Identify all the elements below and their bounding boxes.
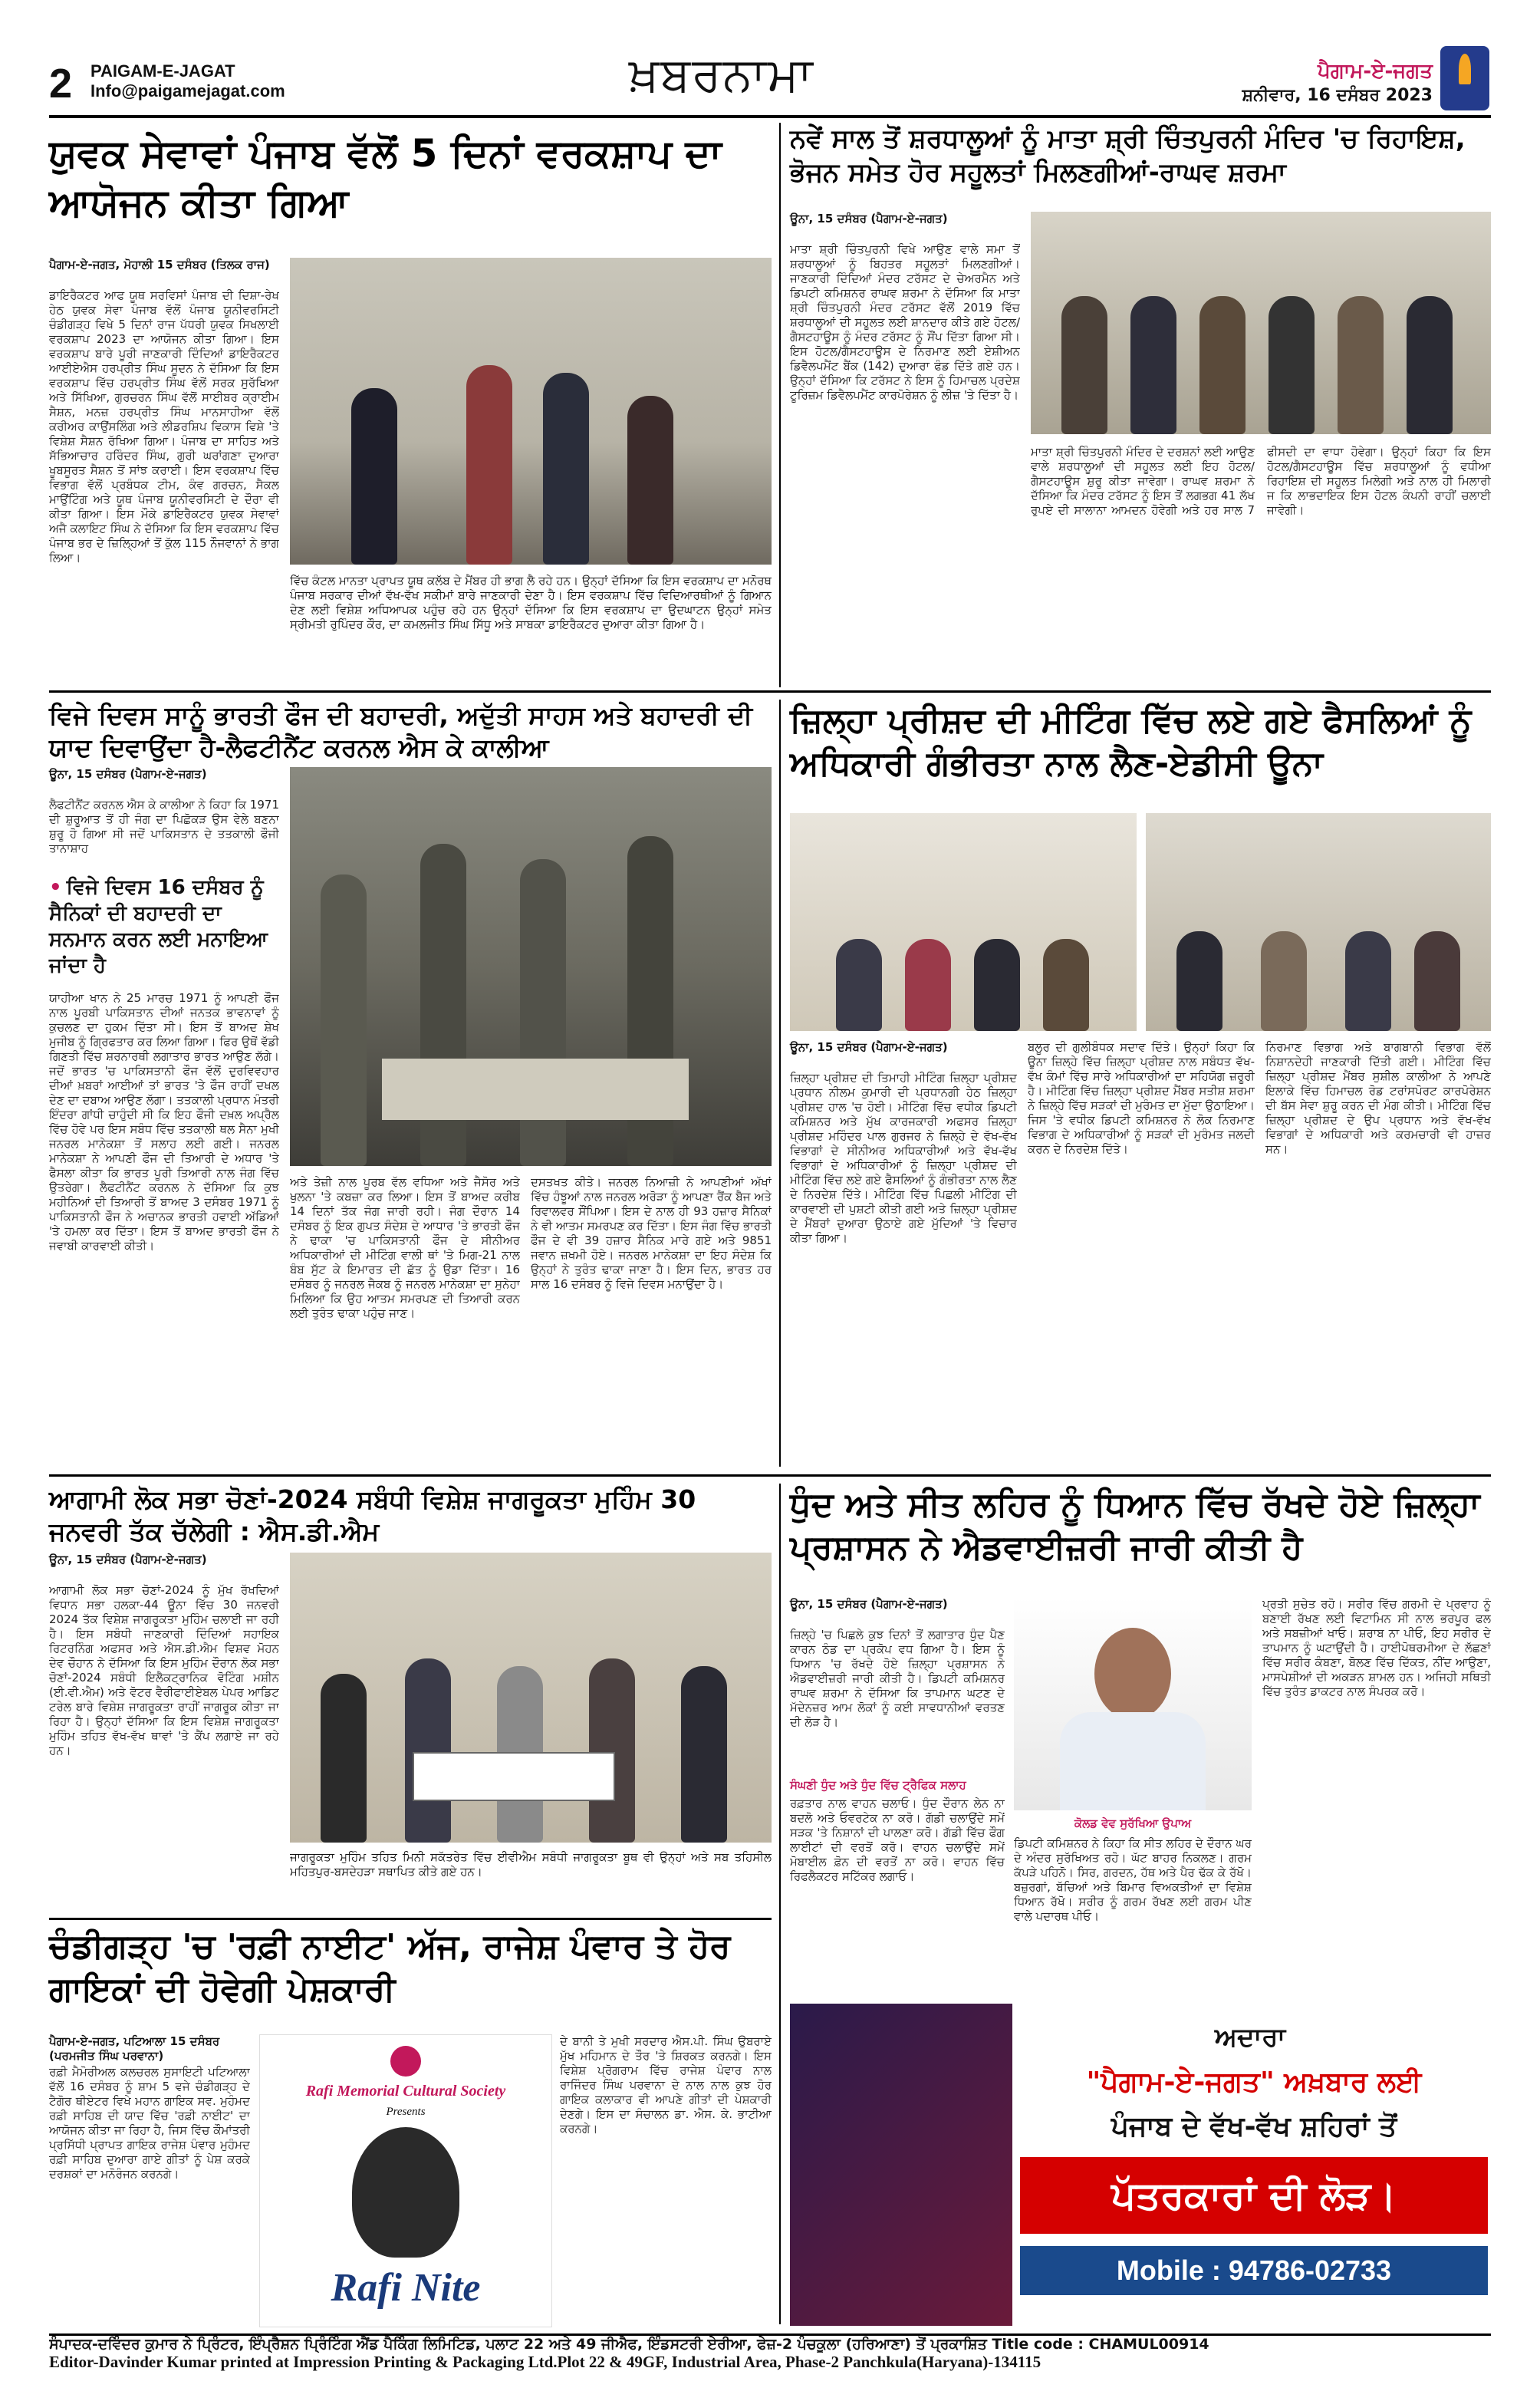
imprint-footer — [49, 2333, 1491, 2385]
chintpurni-body-continued: ਮਾਤਾ ਸ਼੍ਰੀ ਚਿੰਤਪੁਰਨੀ ਮੰਦਿਰ ਦੇ ਦਰਸ਼ਨਾਂ ਲਈ ਆਉਣ ਵਾਲੇ ਸ਼ਰਧਾਲੂਆਂ ਦੀ ਸਹੂਲਤ ਲਈ ਇਹ ਹੋਟਲ/ਗੈਸਟਹਾਊਸ ਸ਼ੁਰੂ ਕੀਤਾ ਜਾਵੇਗਾ। ਰਾਘਵ ਸ਼ਰਮਾ ਨੇ ਦੱਸਿਆ ਕਿ ਮੰਦਰ ਟਰੱਸਟ ਨੂੰ ਇਸ ਤੋਂ ਲਗਭਗ 41 ਲੱਖ ਰੁਪਏ ਦੀ ਸਾਲਾਨਾ ਆਮਦਨ ਹੋਵੇਗੀ ਅਤੇ ਹਰ ਸਾਲ 7 ਫੀਸਦੀ ਦਾ ਵਾਧਾ ਹੋਵੇਗਾ। ਉਨ੍ਹਾਂ ਕਿਹਾ ਕਿ ਇਸ ਹੋਟਲ/ਗੈਸਟਹਾਊਸ ਵਿੱਚ ਸ਼ਰਧਾਲੂਆਂ ਨੂੰ ਵਧੀਆ ਰਿਹਾਇਸ਼ ਦੀ ਸਹੂਲਤ ਮਿਲੇਗੀ ਅਤੇ ਨਾਲ ਹੀ ਮਿਲਾਰੀ ਜ ਕਿ ਲਾਭਦਾਇਕ ਇਸ ਹੋਟਲ ਕੰਪਨੀ ਰਾਹੀਂ ਚਲਾਈ ਜਾਵੇਗੀ। — [1031, 445, 1491, 517]
brand-email[interactable]: Info@paigamejagat.com — [90, 81, 285, 100]
ad-line3: ਪੱਤਰਕਾਰਾਂ ਦੀ ਲੋੜ। — [1020, 2157, 1488, 2234]
fog-body-traffic: ਰਫ਼ਤਾਰ ਨਾਲ ਵਾਹਨ ਚਲਾਓ। ਧੁੰਦ ਦੌਰਾਨ ਲੇਨ ਨਾ ਬਦਲੋ ਅਤੇ ਓਵਰਟੇਕ ਨਾ ਕਰੋ। ਗੱਡੀ ਚਲਾਉਂਦੇ ਸਮੇਂ ਸੜਕ 'ਤੇ ਨਿਸ਼ਾਨਾਂ ਦੀ ਪਾਲਣਾ ਕਰੋ। ਗੱਡੀ ਵਿੱਚ ਫੌਗ ਲਾਈਟਾਂ ਦੀ ਵਰਤੋਂ ਕਰੋ। ਵਾਹਨ ਚਲਾਉਂਦੇ ਸਮੇਂ ਮੋਬਾਈਲ ਫ਼ੋਨ ਦੀ ਵਰਤੋਂ ਨਾ ਕਰੋ। ਵਾਹਨ ਵਿੱਚ ਰਿਫਲੈਕਟਰ ਸਟਿੱਕਰ ਲਗਾਓ। — [790, 1797, 1005, 1883]
zila-parishad-col1: ਜ਼ਿਲ੍ਹਾ ਪ੍ਰੀਸ਼ਦ ਦੀ ਤਿਮਾਹੀ ਮੀਟਿੰਗ ਜ਼ਿਲ੍ਹਾ ਪ੍ਰੀਸ਼ਦ ਪ੍ਰਧਾਨ ਨੀਲਮ ਕੁਮਾਰੀ ਦੀ ਪ੍ਰਧਾਨਗੀ ਹੇਠ ਜ਼ਿਲ੍ਹਾ ਪ੍ਰੀਸ਼ਦ ਹਾਲ 'ਚ ਹੋਈ। ਮੀਟਿੰਗ ਵਿੱਚ ਵਧੀਕ ਡਿਪਟੀ ਕਮਿਸ਼ਨਰ ਅਤੇ ਮੁੱਖ ਕਾਰਜਕਾਰੀ ਅਫਸਰ ਜ਼ਿਲ੍ਹਾ ਪ੍ਰੀਸ਼ਦ ਮਹਿੰਦਰ ਪਾਲ ਗੁਰਜਰ ਨੇ ਜ਼ਿਲ੍ਹੇ ਦੇ ਵੱਖ-ਵੱਖ ਵਿਭਾਗਾਂ ਦੇ ਸੀਨੀਅਰ ਅਧਿਕਾਰੀਆਂ ਅਤੇ ਵੱਖ-ਵੱਖ ਵਿਭਾਗਾਂ ਦੇ ਅਧਿਕਾਰੀਆਂ ਨੂੰ ਜ਼ਿਲ੍ਹਾ ਪ੍ਰੀਸ਼ਦ ਦੀ ਮੀਟਿੰਗ ਵਿੱਚ ਲਏ ਗਏ ਫੈਸਲਿਆਂ ਨੂੰ ਗੰਭੀਰਤਾ ਨਾਲ ਲੈਣ ਦੇ ਨਿਰਦੇਸ਼ ਦਿੱਤੇ। ਮੀਟਿੰਗ ਵਿੱਚ ਪਿਛਲੀ ਮੀਟਿੰਗ ਦੀ ਕਾਰਵਾਈ ਦੀ ਪੁਸ਼ਟੀ ਕੀਤੀ ਗਈ ਅਤੇ ਜ਼ਿਲ੍ਹਾ ਪ੍ਰੀਸ਼ਦ ਦੇ ਮੈਂਬਰਾਂ ਦੁਆਰਾ ਉਠਾਏ ਗਏ ਮੁੱਦਿਆਂ 'ਤੇ ਵਿਚਾਰ ਕੀਤਾ ਗਿਆ। — [790, 1071, 1017, 1245]
section-divider — [49, 690, 1491, 693]
workshop-photo — [290, 258, 772, 565]
vijay-diwas-lead: ਲੈਫਟੀਨੈਂਟ ਕਰਨਲ ਐਸ ਕੇ ਕਾਲੀਆ ਨੇ ਕਿਹਾ ਕਿ 1971 ਦੀ ਸ਼ੁਰੂਆਤ ਤੋਂ ਹੀ ਜੰਗ ਦਾ ਪਿਛੋਕੜ ਉਸ ਵੇਲੇ ਬਣਨਾ ਸ਼ੁਰੂ ਹੋ ਗਿਆ ਸੀ ਜਦੋਂ ਪਾਕਿਸਤਾਨ ਦੇ ਤਤਕਾਲੀ ਫੌਜੀ ਤਾਨਾਸ਼ਾਹ — [49, 798, 279, 855]
column-divider — [779, 123, 781, 687]
brand-name: PAIGAM-E-JAGAT — [90, 61, 235, 81]
page-number: 2 — [49, 61, 73, 107]
vijay-diwas-col3: ਦਸਤਖਤ ਕੀਤੇ। ਜਨਰਲ ਨਿਆਜ਼ੀ ਨੇ ਆਪਣੀਆਂ ਅੱਖਾਂ ਵਿੱਚ ਹੰਝੂਆਂ ਨਾਲ ਜਨਰਲ ਅਰੋੜਾ ਨੂੰ ਆਪਣਾ ਰੈਂਕ ਬੈਜ ਅਤੇ ਰਿਵਾਲਵਰ ਸੌਂਪਿਆ। ਇਸ ਦੇ ਨਾਲ ਹੀ 93 ਹਜ਼ਾਰ ਸੈਨਿਕਾਂ ਨੇ ਵੀ ਆਤਮ ਸਮਰਪਣ ਕਰ ਦਿੱਤਾ। ਇਸ ਜੰਗ ਵਿੱਚ ਭਾਰਤੀ ਫੌਜ ਦੇ ਵੀ 39 ਹਜ਼ਾਰ ਸੈਨਿਕ ਮਾਰੇ ਗਏ ਅਤੇ 9851 ਜਵਾਨ ਜ਼ਖਮੀ ਹੋਏ। ਜਨਰਲ ਮਾਨੇਕਸ਼ਾ ਦਾ ਇਹ ਸੰਦੇਸ਼ ਕਿ ਉਨ੍ਹਾਂ ਨੇ ਤੁਰੰਤ ਢਾਕਾ ਜਾਣਾ ਹੈ। ਇਸ ਦਿਨ, ਭਾਰਤ ਹਰ ਸਾਲ 16 ਦਸੰਬਰ ਨੂੰ ਵਿਜੇ ਦਿਵਸ ਮਨਾਉਂਦਾ ਹੈ। — [531, 1175, 772, 1291]
microphone-photo — [790, 2004, 1012, 2326]
ad-mobile[interactable]: Mobile : 94786-02733 — [1020, 2246, 1488, 2295]
ad-line2: ਪੰਜਾਬ ਦੇ ਵੱਖ-ਵੱਖ ਸ਼ਹਿਰਾਂ ਤੋਂ — [1111, 2111, 1397, 2142]
chintpurni-photo — [1031, 212, 1491, 434]
vijay-diwas-dateline: ਊਨਾ, 15 ਦਸੰਬਰ (ਪੈਗਾਮ-ਏ-ਜਗਤ) — [49, 767, 207, 781]
recruitment-ad — [790, 2004, 1491, 2326]
workshop-body: ਡਾਇਰੈਕਟਰ ਆਫ ਯੂਥ ਸਰਵਿਸਾਂ ਪੰਜਾਬ ਦੀ ਦਿਸ਼ਾ-ਰੇਖ ਹੇਠ ਯੁਵਕ ਸੇਵਾ ਪੰਜਾਬ ਵੱਲੋਂ ਪੰਜਾਬ ਯੂਨੀਵਰਸਿਟੀ ਚੰਡੀਗੜ੍ਹ ਵਿਖੇ 5 ਦਿਨਾਂ ਰਾਜ ਪੱਧਰੀ ਯੁਵਕ ਸਿਖਲਾਈ ਵਰਕਸ਼ਾਪ 2023 ਦਾ ਆਯੋਜਨ ਕੀਤਾ ਗਿਆ। ਇਸ ਵਰਕਸ਼ਾਪ ਬਾਰੇ ਪੂਰੀ ਜਾਣਕਾਰੀ ਦਿੰਦਿਆਂ ਡਾਇਰੈਕਟਰ ਆਈਏਐਸ ਹਰਪ੍ਰੀਤ ਸਿੰਘ ਸੂਦਨ ਨੇ ਦੱਸਿਆ ਕਿ ਇਸ ਵਰਕਸ਼ਾਪ ਵਿੱਚ ਹਰਪ੍ਰੀਤ ਸਿੰਘ ਵੱਲੋਂ ਸਰਕ ਸੁਰੱਖਿਆ ਅਤੇ ਸਿੱਖਿਆ, ਗੁਰਚਰਨ ਸਿੰਘ ਵੱਲੋਂ ਸਾਈਬਰ ਕ੍ਰਾਈਮ ਸੈਸ਼ਨ, ਮਨਜ਼ ਹਰਪ੍ਰੀਤ ਸਿੰਘ ਮਾਨਸਾਹੀਆ ਵੱਲੋਂ ਕਰੀਅਰ ਕਾਉਂਸਲਿੰਗ ਅਤੇ ਲੀਡਰਸ਼ਿਪ ਵਿਕਾਸ ਵਿਸ਼ੇ 'ਤੇ ਵਿਸ਼ੇਸ਼ ਸੈਸ਼ਨ ਰੱਖਿਆ ਗਿਆ। ਪੰਜਾਬ ਦਾ ਸਾਹਿਤ ਅਤੇ ਸੱਭਿਆਚਾਰ ਹਰਿੰਦਰ ਸਿੰਘ, ਗੁਰੀ ਘਰਾਂਗਣਾ ਦੁਆਰਾ ਖੂਬਸੂਰਤ ਸੈਸ਼ਨ ਤੋਂ ਸਾਂਝ ਕਰਾਈ। ਇਸ ਵਰਕਸ਼ਾਪ ਵਿੱਚ ਵਿਭਾਗ ਵੱਲੋਂ ਪ੍ਰਬੰਧਕ ਟੀਮ, ਕੰਵ ਗਰਚਨ, ਸੈਕਲ ਮਾਉਂਟਿੰਗ ਅਤੇ ਯੂਥ ਪੰਜਾਬ ਯੂਨੀਵਰਸਿਟੀ ਦੇ ਦੌਰਾ ਵੀ ਕੀਤਾ ਗਿਆ। ਇਸ ਮੌਕੇ ਡਾਇਰੈਕਟਰ ਯੁਵਕ ਸੇਵਾਵਾਂ ਅਜੈ ਕਲਾਇਟ ਸਿੰਘ ਨੇ ਦੱਸਿਆ ਕਿ ਇਸ ਵਰਕਸ਼ਾਪ ਵਿੱਚ ਪੰਜਾਬ ਭਰ ਦੇ ਜ਼ਿਲ੍ਹਿਆਂ ਤੋਂ ਕੁੱਲ 115 ਨੌਜਵਾਨਾਂ ਨੇ ਭਾਗ ਲਿਆ। — [49, 288, 279, 565]
fog-headline: ਧੁੰਦ ਅਤੇ ਸੀਤ ਲਹਿਰ ਨੂੰ ਧਿਆਨ ਵਿੱਚ ਰੱਖਦੇ ਹੋਏ ਜ਼ਿਲ੍ਹਾ ਪ੍ਰਸ਼ਾਸਨ ਨੇ ਐਡਵਾਈਜ਼ਰੀ ਜਾਰੀ ਕੀਤੀ ਹੈ — [790, 1485, 1480, 1568]
vijay-diwas-pullquote: • ਵਿਜੇ ਦਿਵਸ 16 ਦਸੰਬਰ ਨੂੰ ਸੈਨਿਕਾਂ ਦੀ ਬਹਾਦਰੀ ਦਾ ਸਨਮਾਨ ਕਰਨ ਲਈ ਮਨਾਇਆ ਜਾਂਦਾ ਹੈ — [49, 874, 279, 979]
workshop-headline: ਯੁਵਕ ਸੇਵਾਵਾਂ ਪੰਜਾਬ ਵੱਲੋਂ 5 ਦਿਨਾਂ ਵਰਕਸ਼ਾਪ ਦਾ ਆਯੋਜਨ ਕੀਤਾ ਗਿਆ — [49, 131, 722, 225]
column-divider — [779, 1484, 781, 2324]
section-divider — [49, 1474, 1491, 1477]
fog-subhead: ਸੰਘਣੀ ਧੁੰਦ ਅਤੇ ਧੁੰਦ ਵਿੱਚ ਟ੍ਰੈਫਿਕ ਸਲਾਹ — [790, 1778, 966, 1792]
vijay-diwas-headline: ਵਿਜੇ ਦਿਵਸ ਸਾਨੂੰ ਭਾਰਤੀ ਫੌਜ ਦੀ ਬਹਾਦਰੀ, ਅਦੁੱਤੀ ਸਾਹਸ ਅਤੇ ਬਹਾਦਰੀ ਦੀ ਯਾਦ ਦਿਵਾਉਂਦਾ ਹੈ-ਲੈਫਟੀਨੈਂਟ ਕਰਨਲ ਐਸ ਕੇ ਕਾਲੀਆ — [49, 700, 753, 763]
column-divider — [779, 700, 781, 1467]
chintpurni-dateline: ਊਨਾ, 15 ਦਸੰਬਰ (ਪੈਗਾਮ-ਏ-ਜਗਤ) — [790, 212, 948, 226]
vijay-diwas-surrender-photo — [290, 767, 772, 1166]
imprint-punjabi: ਸੰਪਾਦਕ-ਦਵਿੰਦਰ ਕੁਮਾਰ ਨੇ ਪ੍ਰਿੰਟਰ, ਇੰਪ੍ਰੈਸ਼ਨ ਪ੍ਰਿੰਟਿੰਗ ਐਂਡ ਪੈਕਿੰਗ ਲਿਮਿਟਿਡ, ਪਲਾਟ 22 ਅਤੇ 49 ਜੀਐਫ, ਇੰਡਸਟਰੀ ਏਰੀਆ, ਫੇਜ਼-2 ਪੰਚਕੂਲਾ (ਹਰਿਆਣਾ) ਤੋਂ ਪ੍ਰਕਾਸ਼ਿਤ Title code : CHAMUL00914 — [49, 2336, 1209, 2353]
vijay-diwas-body: ਯਾਹੀਆ ਖਾਨ ਨੇ 25 ਮਾਰਚ 1971 ਨੂੰ ਆਪਣੀ ਫੌਜ ਨਾਲ ਪੂਰਬੀ ਪਾਕਿਸਤਾਨ ਦੀਆਂ ਜਨਤਕ ਭਾਵਨਾਵਾਂ ਨੂੰ ਕੁਚਲਣ ਦਾ ਹੁਕਮ ਦਿੱਤਾ ਸੀ। ਇਸ ਤੋਂ ਬਾਅਦ ਸ਼ੇਖ ਮੁਜੀਬ ਨੂੰ ਗ੍ਰਿਫਤਾਰ ਕਰ ਲਿਆ ਗਿਆ। ਫਿਰ ਉਥੋਂ ਵੱਡੀ ਗਿਣਤੀ ਵਿੱਚ ਸ਼ਰਨਾਰਥੀ ਲਗਾਤਾਰ ਭਾਰਤ ਆਉਣ ਲੱਗੇ। ਜਦੋਂ ਭਾਰਤ 'ਚ ਪਾਕਿਸਤਾਨੀ ਫੌਜ ਵੱਲੋਂ ਦੁਰਵਿਵਹਾਰ ਦੀਆਂ ਖ਼ਬਰਾਂ ਆਈਆਂ ਤਾਂ ਭਾਰਤ 'ਤੇ ਫੌਜ ਰਾਹੀਂ ਦਖਲ ਦੇਣ ਦਾ ਦਬਾਅ ਆਉਣ ਲੱਗਾ। ਤਤਕਾਲੀ ਪ੍ਰਧਾਨ ਮੰਤਰੀ ਇੰਦਰਾ ਗਾਂਧੀ ਚਾਹੁੰਦੀ ਸੀ ਕਿ ਇਹ ਫੌਜੀ ਦਖ਼ਲ ਅਪ੍ਰੈਲ ਵਿੱਚ ਹੋਵੇ ਪਰ ਇਸ ਸਬੰਧ ਵਿੱਚ ਤਤਕਾਲੀ ਥਲ ਸੈਨਾ ਮੁਖੀ ਜਨਰਲ ਮਾਨੇਕਸ਼ਾ ਤੋਂ ਸਲਾਹ ਲਈ ਗਈ। ਜਨਰਲ ਮਾਨੇਕਸ਼ਾ ਨੇ ਆਪਣੀ ਫੌਜ ਦੀ ਤਿਆਰੀ ਦੇ ਅਧਾਰ 'ਤੇ ਫੈਸਲਾ ਕੀਤਾ ਕਿ ਭਾਰਤ ਪੂਰੀ ਤਿਆਰੀ ਨਾਲ ਜੰਗ ਵਿੱਚ ਉਤਰੇਗਾ। ਲੈਫਟੀਨੈਂਟ ਕਰਨਲ ਨੇ ਦੱਸਿਆ ਕਿ ਕੁਝ ਮਹੀਨਿਆਂ ਦੀ ਤਿਆਰੀ ਤੋਂ ਬਾਅਦ 3 ਦਸੰਬਰ 1971 ਨੂੰ ਪਾਕਿਸਤਾਨੀ ਫੌਜ ਨੇ ਅਚਾਨਕ ਭਾਰਤੀ ਹਵਾਈ ਅੱਡਿਆਂ 'ਤੇ ਹਮਲਾ ਕਰ ਦਿੱਤਾ। ਇਸ ਤੋਂ ਬਾਅਦ ਭਾਰਤੀ ਫੌਜ ਨੇ ਜਵਾਬੀ ਕਾਰਵਾਈ ਕੀਤੀ। — [49, 991, 279, 1253]
election-caption: ਜਾਗਰੂਕਤਾ ਮੁਹਿੰਮ ਤਹਿਤ ਮਿਨੀ ਸਕੱਤਰੇਤ ਵਿੱਚ ਈਵੀਐਮ ਸਬੰਧੀ ਜਾਗਰੂਕਤਾ ਬੂਥ ਵੀ ਉਨ੍ਹਾਂ ਅਤੇ ਸਬ ਤਹਿਸੀਲ ਮਹਿਤਪੁਰ-ਬਸਦੇਹੜਾ ਸਥਾਪਿਤ ਕੀਤੇ ਗਏ ਹਨ। — [290, 1850, 772, 1879]
fog-dateline: ਊਨਾ, 15 ਦਸੰਬਰ (ਪੈਗਾਮ-ਏ-ਜਗਤ) — [790, 1597, 948, 1611]
section-title: ਖ਼ਬਰਨਾਮਾ — [629, 46, 814, 102]
rafi-headline: ਚੰਡੀਗੜ੍ਹ 'ਚ 'ਰਫ਼ੀ ਨਾਈਟ' ਅੱਜ, ਰਾਜੇਸ਼ ਪੰਵਾਰ ਤੇ ਹੋਰ ਗਾਇਕਾਂ ਦੀ ਹੋਵੇਗੀ ਪੇਸ਼ਕਾਰੀ — [49, 1927, 731, 2010]
zila-parishad-col2: ਬਲੂਰ ਦੀ ਗੁਲੀਬੰਧਕ ਸਦਾਵ ਦਿੱਤੇ। ਉਨ੍ਹਾਂ ਕਿਹਾ ਕਿ ਊਨਾ ਜ਼ਿਲ੍ਹੇ ਵਿੱਚ ਜ਼ਿਲ੍ਹਾ ਪ੍ਰੀਸ਼ਦ ਨਾਲ ਸਬੰਧਤ ਵੱਖ-ਵੱਖ ਕੰਮਾਂ ਵਿੱਚ ਸਾਰੇ ਅਧਿਕਾਰੀਆਂ ਦਾ ਸਹਿਯੋਗ ਜ਼ਰੂਰੀ ਹੈ। ਮੀਟਿੰਗ ਵਿੱਚ ਜ਼ਿਲ੍ਹਾ ਪ੍ਰੀਸ਼ਦ ਮੈਂਬਰ ਸਤੀਸ਼ ਸ਼ਰਮਾ ਨੇ ਜ਼ਿਲ੍ਹੇ ਵਿੱਚ ਸੜਕਾਂ ਦੀ ਮੁਰੰਮਤ ਦਾ ਮੁੱਦਾ ਉਠਾਇਆ। ਜਿਸ 'ਤੇ ਵਧੀਕ ਡਿਪਟੀ ਕਮਿਸ਼ਨਰ ਨੇ ਲੋਕ ਨਿਰਮਾਣ ਵਿਭਾਗ ਦੇ ਅਧਿਕਾਰੀਆਂ ਨੂੰ ਸੜਕਾਂ ਦੀ ਮੁਰੰਮਤ ਜਲਦੀ ਕਰਨ ਦੇ ਨਿਰਦੇਸ਼ ਦਿੱਤੇ। — [1028, 1040, 1255, 1156]
fog-dc-portrait — [1014, 1597, 1252, 1810]
poster-society: Rafi Memorial Cultural Society — [305, 2083, 506, 2100]
imprint-english: Editor-Davinder Kumar printed at Impression Printing & Packaging Ltd.Plot 22 & 49GF, Industrial Area, Phase-2 Panchkula(Haryana)-134115 — [49, 2353, 1041, 2371]
header-rule — [49, 115, 1491, 118]
zila-parishad-photo-2 — [1146, 813, 1491, 1031]
vijay-diwas-col2: ਅਤੇ ਤੇਜ਼ੀ ਨਾਲ ਪੂਰਬ ਵੱਲ ਵਧਿਆ ਅਤੇ ਜੈਸੋਰ ਅਤੇ ਖੁਲਨਾ 'ਤੇ ਕਬਜ਼ਾ ਕਰ ਲਿਆ। ਇਸ ਤੋਂ ਬਾਅਦ ਕਰੀਬ 14 ਦਿਨਾਂ ਤੱਕ ਜੰਗ ਜਾਰੀ ਰਹੀ। ਜੰਗ ਦੌਰਾਨ 14 ਦਸੰਬਰ ਨੂੰ ਇਕ ਗੁਪਤ ਸੰਦੇਸ਼ ਦੇ ਆਧਾਰ 'ਤੇ ਭਾਰਤੀ ਫੌਜ ਨੇ ਢਾਕਾ 'ਚ ਪਾਕਿਸਤਾਨੀ ਫੌਜ ਦੇ ਸੀਨੀਅਰ ਅਧਿਕਾਰੀਆਂ ਦੀ ਮੀਟਿੰਗ ਵਾਲੀ ਥਾਂ 'ਤੇ ਮਿਗ-21 ਨਾਲ ਬੰਬ ਸੁੱਟ ਕੇ ਇਮਾਰਤ ਦੀ ਛੱਤ ਨੂੰ ਉਡਾ ਦਿੱਤਾ। 16 ਦਸੰਬਰ ਨੂੰ ਜਨਰਲ ਜੈਕਬ ਨੂੰ ਜਨਰਲ ਮਾਨੇਕਸ਼ਾ ਦਾ ਸੁਨੇਹਾ ਮਿਲਿਆ ਕਿ ਉਹ ਆਤਮ ਸਮਰਪਣ ਦੀ ਤਿਆਰੀ ਕਰਨ ਲਈ ਤੁਰੰਤ ਢਾਕਾ ਪਹੁੰਚ ਜਾਣ। — [290, 1175, 520, 1320]
ad-org: ਅਦਾਰਾ — [1214, 2022, 1286, 2053]
torch-logo-icon — [1440, 46, 1489, 110]
chintpurni-body: ਮਾਤਾ ਸ਼੍ਰੀ ਚਿੰਤਪੁਰਨੀ ਵਿਖੇ ਆਉਣ ਵਾਲੇ ਸਮਾ ਤੋਂ ਸ਼ਰਧਾਲੂਆਂ ਨੂੰ ਬਿਹਤਰ ਸਹੂਲਤਾਂ ਮਿਲਣਗੀਆਂ। ਜਾਣਕਾਰੀ ਦਿੰਦਿਆਂ ਮੰਦਰ ਟਰੱਸਟ ਦੇ ਚੇਅਰਮੈਨ ਅਤੇ ਡਿਪਟੀ ਕਮਿਸ਼ਨਰ ਰਾਘਵ ਸ਼ਰਮਾ ਨੇ ਦੱਸਿਆ ਕਿ ਮਾਤਾ ਸ਼੍ਰੀ ਚਿੰਤਪੁਰਨੀ ਮੰਦਰ ਟਰੱਸਟ ਵੱਲੋਂ 2019 ਵਿੱਚ ਸ਼ਰਧਾਲੂਆਂ ਦੀ ਸਹੂਲਤ ਲਈ ਸ਼ਾਨਦਾਰ ਕੀਤੇ ਗਏ ਹੋਟਲ/ਗੈਸਟਹਾਊਸ ਨੂੰ ਮੰਦਰ ਟਰੱਸਟ ਨੂੰ ਸੌਂਪ ਦਿੱਤਾ ਗਿਆ ਸੀ। ਇਸ ਹੋਟਲ/ਗੈਸਟਹਾਊਸ ਦੇ ਨਿਰਮਾਣ ਲਈ ਏਸ਼ੀਅਨ ਡਿਵੈਲਪਮੈਂਟ ਬੈਂਕ (142) ਦੁਆਰਾ ਫੰਡ ਦਿੱਤੇ ਗਏ ਹਨ। ਉਨ੍ਹਾਂ ਦੱਸਿਆ ਕਿ ਟਰੱਸਟ ਨੇ ਇਸ ਨੂੰ ਹਿਮਾਚਲ ਪ੍ਰਦੇਸ਼ ਟੂਰਿਜ਼ਮ ਡਿਵੈਲਪਮੈਂਟ ਕਾਰਪੋਰੇਸ਼ਨ ਨੂੰ ਲੀਜ਼ 'ਤੇ ਦਿੱਤਾ ਹੈ। — [790, 242, 1020, 402]
workshop-caption: ਵਿੱਚ ਕੰਟਲ ਮਾਨਤਾ ਪ੍ਰਾਪਤ ਯੂਥ ਕਲੱਬ ਦੇ ਮੈਂਬਰ ਹੀ ਭਾਗ ਲੈ ਰਹੇ ਹਨ। ਉਨ੍ਹਾਂ ਦੱਸਿਆ ਕਿ ਇਸ ਵਰਕਸ਼ਾਪ ਦਾ ਮਨੋਰਥ ਪੰਜਾਬ ਸਰਕਾਰ ਦੀਆਂ ਵੱਖ-ਵੱਖ ਸਕੀਮਾਂ ਬਾਰੇ ਜਾਣਕਾਰੀ ਦੇਣਾ ਹੈ। ਇਸ ਵਰਕਸ਼ਾਪ ਵਿੱਚ ਵਿਦਿਆਰਥੀਆਂ ਨੂੰ ਗਿਆਨ ਦੇਣ ਲਈ ਵਿਸ਼ੇਸ਼ ਅਧਿਆਪਕ ਪਹੁੰਚ ਰਹੇ ਹਨ ਉਨ੍ਹਾਂ ਦੱਸਿਆ ਕਿ ਇਸ ਵਰਕਸ਼ਾਪ ਦਾ ਉਦਘਾਟਨ ਉਨ੍ਹਾਂ ਸਮੇਤ ਸ੍ਰੀਮਤੀ ਰੁਪਿੰਦਰ ਕੌਰ, ਦਾ ਕਮਲਜੀਤ ਸਿੰਘ ਸਿੱਧੂ ਅਤੇ ਸਾਬਕਾ ਡਾਇਰੈਕਟਰ ਦੁਆਰਾ ਕੀਤਾ ਗਿਆ ਹੈ। — [290, 574, 772, 631]
poster-title: Rafi Nite — [331, 2266, 481, 2310]
paper-name: ਪੈਗਾਮ-ਏ-ਜਗਤ — [1318, 60, 1433, 83]
section-divider — [49, 1918, 772, 1920]
rafi-poster — [259, 2034, 552, 2327]
society-emblem-icon — [390, 2046, 421, 2077]
masthead-brand — [90, 61, 285, 101]
election-body: ਆਗਾਮੀ ਲੋਕ ਸਭਾ ਚੋਣਾਂ-2024 ਨੂੰ ਮੁੱਖ ਰੱਖਦਿਆਂ ਵਿਧਾਨ ਸਭਾ ਹਲਕਾ-44 ਊਨਾ ਵਿੱਚ 30 ਜਨਵਰੀ 2024 ਤੱਕ ਵਿਸ਼ੇਸ਼ ਜਾਗਰੂਕਤਾ ਮੁਹਿੰਮ ਚਲਾਈ ਜਾ ਰਹੀ ਹੈ। ਇਸ ਸਬੰਧੀ ਜਾਣਕਾਰੀ ਦਿੰਦਿਆਂ ਸਹਾਇਕ ਰਿਟਰਨਿੰਗ ਅਫਸਰ ਅਤੇ ਐਸ.ਡੀ.ਐਮ ਵਿਸ਼ਵ ਮੋਹਨ ਦੇਵ ਚੌਹਾਨ ਨੇ ਦੱਸਿਆ ਕਿ ਇਸ ਮੁਹਿੰਮ ਦੌਰਾਨ ਲੋਕ ਸਭਾ ਚੋਣਾਂ-2024 ਸਬੰਧੀ ਇਲੈਕਟ੍ਰਾਨਿਕ ਵੋਟਿੰਗ ਮਸ਼ੀਨ (ਈ.ਵੀ.ਐਮ) ਅਤੇ ਵੋਟਰ ਵੈਰੀਫਾਈਏਬਲ ਪੇਪਰ ਆਡਿਟ ਟਰੇਲ ਬਾਰੇ ਵਿਸ਼ੇਸ਼ ਜਾਗਰੂਕਤਾ ਰਾਹੀਂ ਜਾਗਰੂਕ ਕੀਤਾ ਜਾ ਰਿਹਾ ਹੈ। ਉਨ੍ਹਾਂ ਦੱਸਿਆ ਕਿ ਇਸ ਵਿਸ਼ੇਸ਼ ਜਾਗਰੂਕਤਾ ਮੁਹਿੰਮ ਤਹਿਤ ਵੱਖ-ਵੱਖ ਥਾਵਾਂ 'ਤੇ ਕੈਂਪ ਲਗਾਏ ਜਾ ਰਹੇ ਹਨ। — [49, 1583, 279, 1757]
ad-line1: "ਪੈਗਾਮ-ਏ-ਜਗਤ" ਅਖ਼ਬਾਰ ਲਈ — [1086, 2067, 1422, 2098]
fog-col2: ਡਿਪਟੀ ਕਮਿਸ਼ਨਰ ਨੇ ਕਿਹਾ ਕਿ ਸੀਤ ਲਹਿਰ ਦੇ ਦੌਰਾਨ ਘਰ ਦੇ ਅੰਦਰ ਸੁਰੱਖਿਅਤ ਰਹੋ। ਘੱਟ ਬਾਹਰ ਨਿਕਲਣ। ਗਰਮ ਕੱਪੜੇ ਪਹਿਨੋ। ਸਿਰ, ਗਰਦਨ, ਹੱਥ ਅਤੇ ਪੈਰ ਢੱਕ ਕੇ ਰੱਖੋ। ਬਜ਼ੁਰਗਾਂ, ਬੱਚਿਆਂ ਅਤੇ ਬਿਮਾਰ ਵਿਅਕਤੀਆਂ ਦਾ ਵਿਸ਼ੇਸ਼ ਧਿਆਨ ਰੱਖੋ। ਸਰੀਰ ਨੂੰ ਗਰਮ ਰੱਖਣ ਲਈ ਗਰਮ ਪੀਣ ਵਾਲੇ ਪਦਾਰਥ ਪੀਓ। — [1014, 1836, 1252, 1923]
fog-col3: ਪ੍ਰਤੀ ਸੁਚੇਤ ਰਹੋ। ਸਰੀਰ ਵਿੱਚ ਗਰਮੀ ਦੇ ਪ੍ਰਵਾਹ ਨੂੰ ਬਣਾਈ ਰੱਖਣ ਲਈ ਵਿਟਾਮਿਨ ਸੀ ਨਾਲ ਭਰਪੂਰ ਫਲ ਅਤੇ ਸਬਜ਼ੀਆਂ ਖਾਓ। ਸ਼ਰਾਬ ਨਾ ਪੀਓ, ਇਹ ਸਰੀਰ ਦੇ ਤਾਪਮਾਨ ਨੂੰ ਘਟਾਉਂਦੀ ਹੈ। ਹਾਈਪੋਥਰਮੀਆ ਦੇ ਲੱਛਣਾਂ ਵਿੱਚ ਸਰੀਰ ਕੰਬਣਾ, ਬੋਲਣ ਵਿੱਚ ਦਿੱਕਤ, ਨੀਂਦ ਆਉਣਾ, ਮਾਸਪੇਸ਼ੀਆਂ ਦੀ ਅਕੜਨ ਸ਼ਾਮਲ ਹਨ। ਅਜਿਹੀ ਸਥਿਤੀ ਵਿੱਚ ਤੁਰੰਤ ਡਾਕਟਰ ਨਾਲ ਸੰਪਰਕ ਕਰੋ। — [1262, 1597, 1491, 1698]
election-headline: ਆਗਾਮੀ ਲੋਕ ਸਭਾ ਚੋਣਾਂ-2024 ਸਬੰਧੀ ਵਿਸ਼ੇਸ਼ ਜਾਗਰੂਕਤਾ ਮੁਹਿੰਮ 30 ਜਨਵਰੀ ਤੱਕ ਚੱਲੇਗੀ : ਐਸ.ਡੀ.ਐਮ — [49, 1484, 696, 1547]
chintpurni-headline: ਨਵੇਂ ਸਾਲ ਤੋਂ ਸ਼ਰਧਾਲੂਆਂ ਨੂੰ ਮਾਤਾ ਸ਼੍ਰੀ ਚਿੰਤਪੁਰਨੀ ਮੰਦਿਰ 'ਚ ਰਿਹਾਇਸ਼, ਭੋਜਨ ਸਮੇਤ ਹੋਰ ਸਹੂਲਤਾਂ ਮਿਲਣਗੀਆਂ-ਰਾਘਵ ਸ਼ਰਮਾ — [790, 124, 1466, 188]
rafi-body: ਰਫ਼ੀ ਮੈਮੋਰੀਅਲ ਕਲਚਰਲ ਸੁਸਾਇਟੀ ਪਟਿਆਲਾ ਵੱਲੋਂ 16 ਦਸੰਬਰ ਨੂੰ ਸ਼ਾਮ 5 ਵਜੇ ਚੰਡੀਗੜ੍ਹ ਦੇ ਟੈਗੋਰ ਥੀਏਟਰ ਵਿਖੇ ਮਹਾਨ ਗਾਇਕ ਸਵ. ਮੁਹੰਮਦ ਰਫ਼ੀ ਸਾਹਿਬ ਦੀ ਯਾਦ ਵਿੱਚ 'ਰਫ਼ੀ ਨਾਈਟ' ਦਾ ਆਯੋਜਨ ਕੀਤਾ ਜਾ ਰਿਹਾ ਹੈ, ਜਿਸ ਵਿੱਚ ਕੌਮਾਂਤਰੀ ਪ੍ਰਸਿੱਧੀ ਪ੍ਰਾਪਤ ਗਾਇਕ ਰਾਜੇਸ਼ ਪੰਵਾਰ ਮੁਹੰਮਦ ਰਫ਼ੀ ਸਾਹਿਬ ਦੁਆਰਾ ਗਾਏ ਗੀਤਾਂ ਨੂੰ ਪੇਸ਼ ਕਰਕੇ ਦਰਸ਼ਕਾਂ ਦਾ ਮਨੋਰੰਜਨ ਕਰਨਗੇ। — [49, 2065, 250, 2181]
issue-date: ਸ਼ਨੀਵਾਰ, 16 ਦਸੰਬਰ 2023 — [1242, 86, 1433, 105]
singer-portrait — [352, 2127, 459, 2258]
zila-parishad-dateline: ਊਨਾ, 15 ਦਸੰਬਰ (ਪੈਗਾਮ-ਏ-ਜਗਤ) — [790, 1040, 948, 1054]
rafi-dateline: ਪੈਗਾਮ-ਏ-ਜਗਤ, ਪਟਿਆਲਾ 15 ਦਸੰਬਰ (ਪਰਮਜੀਤ ਸਿੰਘ ਪਰਵਾਨਾ) — [49, 2034, 220, 2063]
rafi-col2: ਦੇ ਬਾਨੀ ਤੇ ਮੁਖੀ ਸਰਦਾਰ ਐਸ.ਪੀ. ਸਿੰਘ ਉਬਰਾਏ ਮੁੱਖ ਮਹਿਮਾਨ ਦੇ ਤੌਰ 'ਤੇ ਸ਼ਿਰਕਤ ਕਰਨਗੇ। ਇਸ ਵਿਸ਼ੇਸ਼ ਪ੍ਰੋਗਰਾਮ ਵਿੱਚ ਰਾਜੇਸ਼ ਪੰਵਾਰ ਨਾਲ ਰਾਜਿੰਦਰ ਸਿੰਘ ਪਰਵਾਨਾ ਦੇ ਨਾਲ ਨਾਲ ਕੁਝ ਹੋਰ ਗਾਇਕ ਕਲਾਕਾਰ ਵੀ ਆਪਣੇ ਗੀਤਾਂ ਦੀ ਪੇਸ਼ਕਾਰੀ ਦੇਣਗੇ। ਇਸ ਦਾ ਸੰਚਾਲਨ ਡਾ. ਐਸ. ਕੇ. ਭਾਟੀਆ ਕਰਨਗੇ। — [560, 2034, 772, 2136]
election-dateline: ਊਨਾ, 15 ਦਸੰਬਰ (ਪੈਗਾਮ-ਏ-ਜਗਤ) — [49, 1553, 207, 1566]
fog-body: ਜ਼ਿਲ੍ਹੇ 'ਚ ਪਿਛਲੇ ਕੁਝ ਦਿਨਾਂ ਤੋਂ ਲਗਾਤਾਰ ਧੁੰਦ ਪੈਣ ਕਾਰਨ ਠੰਡ ਦਾ ਪ੍ਰਕੋਪ ਵਧ ਗਿਆ ਹੈ। ਇਸ ਨੂੰ ਧਿਆਨ 'ਚ ਰੱਖਦੇ ਹੋਏ ਜ਼ਿਲ੍ਹਾ ਪ੍ਰਸ਼ਾਸਨ ਨੇ ਐਡਵਾਈਜ਼ਰੀ ਜਾਰੀ ਕੀਤੀ ਹੈ। ਡਿਪਟੀ ਕਮਿਸ਼ਨਰ ਰਾਘਵ ਸ਼ਰਮਾ ਨੇ ਦੱਸਿਆ ਕਿ ਤਾਪਮਾਨ ਘਟਣ ਦੇ ਮੱਦੇਨਜ਼ਰ ਆਮ ਲੋਕਾਂ ਨੂੰ ਕਈ ਸਾਵਧਾਨੀਆਂ ਵਰਤਣ ਦੀ ਲੋੜ ਹੈ। — [790, 1628, 1005, 1729]
workshop-dateline: ਪੈਗਾਮ-ਏ-ਜਗਤ, ਮੋਹਾਲੀ 15 ਦਸੰਬਰ (ਤਿਲਕ ਰਾਜ) — [49, 258, 270, 272]
fog-caption: ਕੋਲਡ ਵੇਵ ਸੁਰੱਖਿਆ ਉਪਾਅ — [1074, 1816, 1192, 1830]
election-photo — [290, 1553, 772, 1843]
zila-parishad-col3: ਨਿਰਮਾਣ ਵਿਭਾਗ ਅਤੇ ਬਾਗਬਾਨੀ ਵਿਭਾਗ ਵੱਲੋਂ ਨਿਸ਼ਾਨਦੇਹੀ ਜਾਣਕਾਰੀ ਦਿੱਤੀ ਗਈ। ਮੀਟਿੰਗ ਵਿੱਚ ਜ਼ਿਲ੍ਹਾ ਪ੍ਰੀਸ਼ਦ ਮੈਂਬਰ ਸੁਸ਼ੀਲ ਕਾਲੀਆ ਨੇ ਆਪਣੇ ਇਲਾਕੇ ਵਿੱਚ ਹਿਮਾਚਲ ਰੋਡ ਟਰਾਂਸਪੋਰਟ ਕਾਰਪੋਰੇਸ਼ਨ ਦੀ ਬੱਸ ਸੇਵਾ ਸ਼ੁਰੂ ਕਰਨ ਦੀ ਮੰਗ ਕੀਤੀ। ਮੀਟਿੰਗ ਵਿੱਚ ਜ਼ਿਲ੍ਹਾ ਪ੍ਰੀਸ਼ਦ ਦੇ ਉਪ ਪ੍ਰਧਾਨ ਅਤੇ ਵੱਖ-ਵੱਖ ਵਿਭਾਗਾਂ ਦੇ ਅਧਿਕਾਰੀ ਅਤੇ ਕਰਮਚਾਰੀ ਵੀ ਹਾਜ਼ਰ ਸਨ। — [1265, 1040, 1491, 1156]
zila-parishad-photo-1 — [790, 813, 1137, 1031]
zila-parishad-headline: ਜ਼ਿਲ੍ਹਾ ਪ੍ਰੀਸ਼ਦ ਦੀ ਮੀਟਿੰਗ ਵਿੱਚ ਲਏ ਗਏ ਫੈਸਲਿਆਂ ਨੂੰ ਅਧਿਕਾਰੀ ਗੰਭੀਰਤਾ ਨਾਲ ਲੈਣ-ਏਡੀਸੀ ਊਨਾ — [790, 701, 1472, 784]
poster-presents: Presents — [386, 2106, 426, 2118]
